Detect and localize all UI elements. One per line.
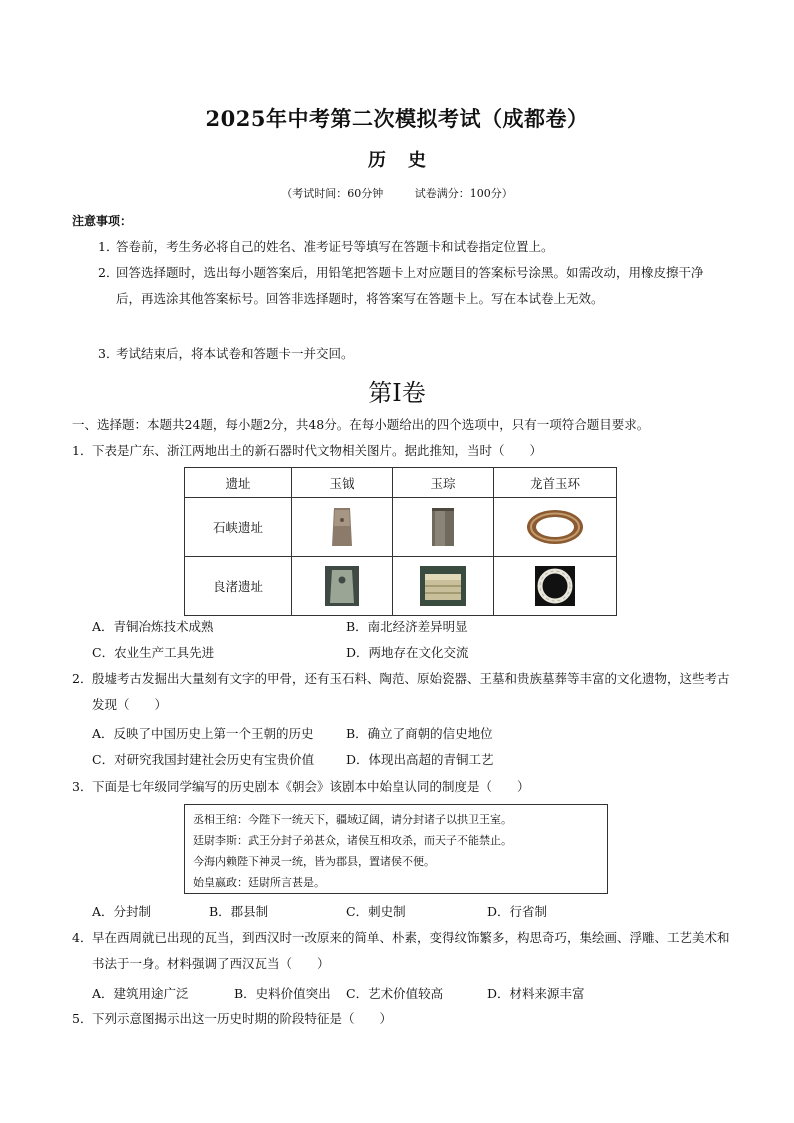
jade-axe-image bbox=[292, 498, 393, 557]
note-item bbox=[98, 234, 728, 260]
note-text: 考试结束后，将本试卷和答题卡一并交回。 bbox=[116, 346, 354, 361]
site-name: 石峡遗址 bbox=[185, 498, 292, 557]
table-header: 龙首玉环 bbox=[494, 468, 617, 498]
note-number: 3． bbox=[98, 346, 119, 361]
relics-table bbox=[184, 467, 617, 616]
dragon-jade-ring-image bbox=[494, 498, 617, 557]
jade-axe-image bbox=[292, 557, 393, 616]
notes-heading: 注意事项： bbox=[72, 214, 133, 228]
exam-time: （考试时间：60分钟 bbox=[281, 187, 384, 200]
option-c: C．对研究我国封建社会历史有宝贵价值 bbox=[92, 752, 315, 767]
question-text: 下面是七年级同学编写的历史剧本《朝会》该剧本中始皇认同的制度是（ ） bbox=[92, 779, 530, 794]
subject-title: 历史 bbox=[368, 150, 448, 171]
exam-score: 试卷满分：100分） bbox=[414, 187, 513, 200]
script-line: 今海内赖陛下神灵一统，皆为郡县，置诸侯不便。 bbox=[193, 855, 435, 868]
site-name: 良渚遗址 bbox=[185, 557, 292, 616]
option-b: B．确立了商朝的信史地位 bbox=[346, 726, 493, 741]
option-c: C．刺史制 bbox=[346, 904, 406, 919]
table-header: 遗址 bbox=[185, 468, 292, 498]
question-2 bbox=[72, 666, 732, 718]
script-line: 始皇嬴政：廷尉所言甚是。 bbox=[193, 876, 325, 889]
option-a: A．分封制 bbox=[92, 904, 152, 919]
drama-script-box bbox=[184, 804, 608, 894]
question-number: 4． bbox=[72, 930, 93, 945]
option-a: A．青铜冶炼技术成熟 bbox=[92, 619, 214, 634]
question-number: 2． bbox=[72, 671, 93, 686]
option-d: D．两地存在文化交流 bbox=[346, 645, 469, 660]
note-number: 1． bbox=[98, 239, 119, 254]
jade-cong-image bbox=[393, 557, 494, 616]
option-a: A．反映了中国历史上第一个王朝的历史 bbox=[92, 726, 314, 741]
question-4 bbox=[72, 925, 732, 977]
note-item bbox=[98, 341, 728, 367]
option-c: C．艺术价值较高 bbox=[346, 986, 444, 1001]
question-5 bbox=[72, 1006, 732, 1032]
dragon-jade-ring-image bbox=[494, 557, 617, 616]
note-item bbox=[98, 260, 728, 312]
note-text: 答卷前，考生务必将自己的姓名、准考证号等填写在答题卡和试卷指定位置上。 bbox=[116, 239, 554, 254]
script-line: 丞相王绾：今陛下一统天下，疆域辽阔，请分封诸子以拱卫王室。 bbox=[193, 813, 512, 826]
option-c: C．农业生产工具先进 bbox=[92, 645, 215, 660]
exam-title: 2025年中考第二次模拟考试（成都卷） bbox=[205, 106, 589, 131]
exam-info bbox=[0, 185, 794, 201]
question-3 bbox=[72, 774, 732, 800]
section-instructions: 一、选择题：本题共24题，每小题2分，共48分。在每小题给出的四个选项中，只有一项符合题目要求。 bbox=[72, 417, 650, 432]
note-text: 回答选择题时，选出每小题答案后，用铅笔把答题卡上对应题目的答案标号涂黑。如需改动，用橡皮擦干净后，再选涂其他答案标号。回答非选择题时，将答案写在答题卡上。写在本试卷上无效。 bbox=[116, 265, 704, 306]
option-d: D．体现出高超的青铜工艺 bbox=[346, 752, 494, 767]
option-b: B．郡县制 bbox=[209, 904, 269, 919]
option-a: A．建筑用途广泛 bbox=[92, 986, 189, 1001]
table-header: 玉琮 bbox=[393, 468, 494, 498]
question-text: 下表是广东、浙江两地出土的新石器时代文物相关图片。据此推知，当时（ ） bbox=[92, 443, 543, 458]
question-1 bbox=[72, 438, 732, 464]
question-number: 5． bbox=[72, 1011, 93, 1026]
option-d: D．材料来源丰富 bbox=[487, 986, 585, 1001]
part-title: 第Ⅰ卷 bbox=[368, 379, 426, 407]
note-number: 2． bbox=[98, 265, 119, 280]
script-line: 廷尉李斯：武王分封子弟甚众，诸侯互相攻杀，而天子不能禁止。 bbox=[193, 834, 512, 847]
option-b: B．南北经济差异明显 bbox=[346, 619, 468, 634]
option-d: D．行省制 bbox=[487, 904, 548, 919]
option-b: B．史料价值突出 bbox=[234, 986, 331, 1001]
question-number: 1． bbox=[72, 443, 93, 458]
question-text: 下列示意图揭示出这一历史时期的阶段特征是（ ） bbox=[92, 1011, 393, 1026]
jade-cong-image bbox=[393, 498, 494, 557]
question-text: 早在西周就已出现的瓦当，到西汉时一改原来的简单、朴素，变得纹饰繁多，构思奇巧，集绘画、浮雕、工艺美术和书法于一身。材料强调了西汉瓦当（ ） bbox=[92, 930, 730, 971]
question-text: 殷墟考古发掘出大量刻有文字的甲骨，还有玉石料、陶范、原始瓷器、王墓和贵族墓葬等丰富的文化遗物，这些考古发现（ ） bbox=[92, 671, 730, 712]
table-header: 玉钺 bbox=[292, 468, 393, 498]
question-number: 3． bbox=[72, 779, 93, 794]
